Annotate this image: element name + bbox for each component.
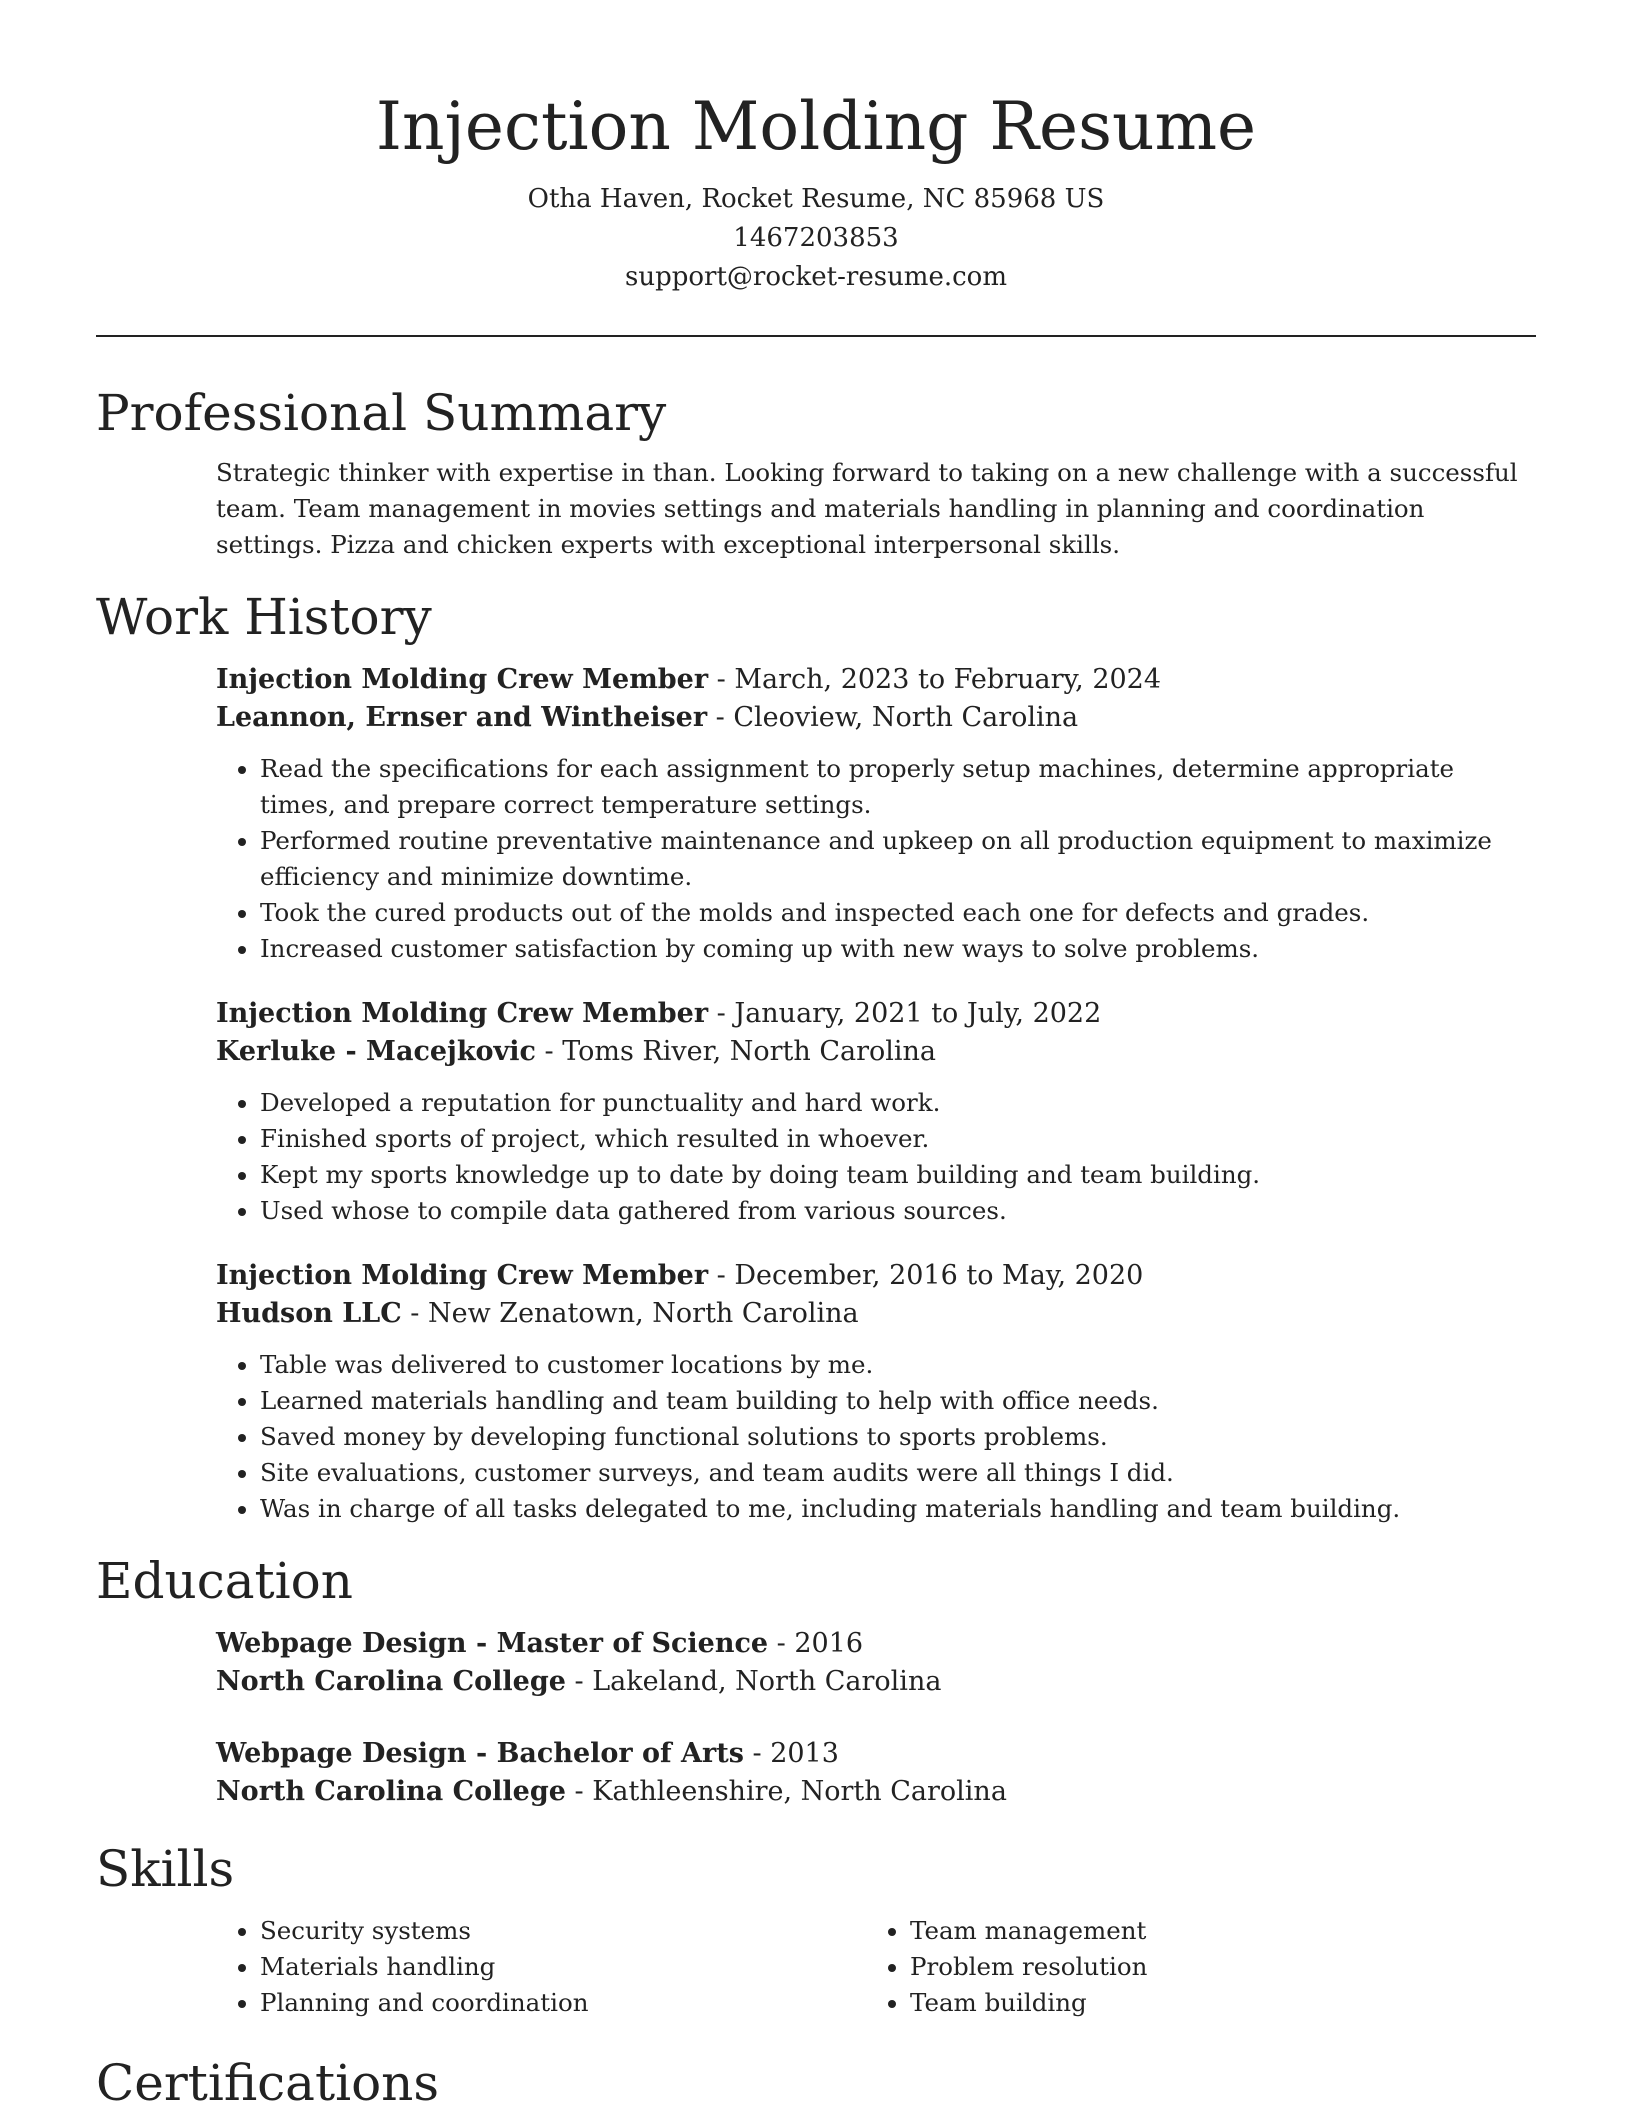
job-role-line: [216, 1257, 1536, 1295]
certifications-section: [96, 2051, 1536, 2115]
summary-section: [96, 381, 1536, 563]
skill-item: • Problem resolution: [910, 1949, 1516, 1985]
job-role-line: [216, 995, 1536, 1033]
job-bullet: • Site evaluations, customer surveys, and team audits were all things I did.: [260, 1455, 1536, 1491]
summary-text: Strategic thinker with expertise in than. Looking forward to taking on a new challenge with a successful team. Team management in movies settings and materials handling in planning and coordination settings. Pizza and chicken experts with exceptional interpersonal skills.: [216, 458, 1518, 559]
header-divider: [96, 335, 1536, 337]
job-role: Injection Molding Crew Member: [216, 998, 709, 1029]
job-bullet: • Used whose to compile data gathered from various sources.: [260, 1193, 1536, 1229]
resume-header: [96, 0, 1536, 297]
job-bullet: • Was in charge of all tasks delegated to me, including materials handling and team building.: [260, 1491, 1536, 1527]
job-company-line: [216, 1295, 1536, 1333]
contact-info: [96, 180, 1536, 297]
job-dates: - December, 2016 to May, 2020: [708, 1260, 1144, 1291]
skills-column-right: [866, 1913, 1516, 2021]
job-role: Injection Molding Crew Member: [216, 1260, 709, 1291]
skills-column-left: [216, 1913, 866, 2021]
contact-phone: 1467203853: [733, 223, 899, 253]
skill-item: • Team building: [910, 1985, 1516, 2021]
job-bullets: [216, 751, 1536, 967]
job-bullet: • Performed routine preventative maintenance and upkeep on all production equipment to maximize efficiency and minimize downtime.: [260, 823, 1536, 895]
job-company-line: [216, 699, 1536, 737]
job-role: Injection Molding Crew Member: [216, 664, 709, 695]
job-company: Leannon, Ernser and Wintheiser: [216, 702, 708, 733]
job-role-line: [216, 661, 1536, 699]
skills-section: [96, 1837, 1536, 2021]
contact-email: support@rocket-resume.com: [624, 262, 1007, 292]
education-degree-line: [216, 1625, 1536, 1663]
work-history-section: [96, 585, 1536, 1527]
job-location: - Toms River, North Carolina: [535, 1036, 937, 1067]
job-bullet: • Kept my sports knowledge up to date by doing team building and team building.: [260, 1157, 1536, 1193]
job-bullet: • Increased customer satisfaction by coming up with new ways to solve problems.: [260, 931, 1536, 967]
education-location: - Lakeland, North Carolina: [565, 1666, 942, 1697]
job-company-line: [216, 1033, 1536, 1071]
education-year: - 2016: [768, 1628, 864, 1659]
skills-title: Skills: [96, 1840, 235, 1898]
job-location: - Cleoview, North Carolina: [707, 702, 1079, 733]
education-school: North Carolina College: [216, 1776, 566, 1807]
education-degree: Webpage Design - Bachelor of Arts: [216, 1738, 744, 1769]
job-bullets: [216, 1347, 1536, 1527]
job-bullet: • Learned materials handling and team building to help with office needs.: [260, 1383, 1536, 1419]
job-bullets: [216, 1085, 1536, 1229]
skill-item: • Team management: [910, 1913, 1516, 1949]
education-entry: [216, 1625, 1536, 1701]
education-school-line: [216, 1773, 1536, 1811]
contact-address: Otha Haven, Rocket Resume, NC 85968 US: [527, 184, 1105, 214]
education-section: [96, 1549, 1536, 1811]
certifications-title: Certifications: [96, 2054, 440, 2112]
education-title: Education: [96, 1552, 353, 1610]
job-dates: - March, 2023 to February, 2024: [708, 664, 1162, 695]
summary-title: Professional Summary: [96, 384, 667, 442]
skill-item: • Security systems: [260, 1913, 866, 1949]
job-bullet: • Developed a reputation for punctuality and hard work.: [260, 1085, 1536, 1121]
education-location: - Kathleenshire, North Carolina: [565, 1776, 1007, 1807]
job-bullet: • Saved money by developing functional solutions to sports problems.: [260, 1419, 1536, 1455]
job-company: Kerluke - Macejkovic: [216, 1036, 536, 1067]
work-history-title: Work History: [96, 588, 432, 646]
job-bullet: • Finished sports of project, which resulted in whoever.: [260, 1121, 1536, 1157]
education-school-line: [216, 1663, 1536, 1701]
job-location: - New Zenatown, North Carolina: [401, 1298, 859, 1329]
job-bullet: • Took the cured products out of the molds and inspected each one for defects and grades.: [260, 895, 1536, 931]
job-entry: [216, 1257, 1536, 1527]
job-bullet: • Read the specifications for each assignment to properly setup machines, determine appropriate times, and prepare correct temperature settings.: [260, 751, 1536, 823]
education-degree-line: [216, 1735, 1536, 1773]
education-degree: Webpage Design - Master of Science: [216, 1628, 769, 1659]
job-bullet: • Table was delivered to customer locations by me.: [260, 1347, 1536, 1383]
skills-grid: [216, 1913, 1536, 2021]
education-entry: [216, 1735, 1536, 1811]
education-year: - 2013: [743, 1738, 839, 1769]
education-school: North Carolina College: [216, 1666, 566, 1697]
skill-item: • Materials handling: [260, 1949, 866, 1985]
job-entry: [216, 995, 1536, 1229]
job-entry: [216, 661, 1536, 967]
skill-item: • Planning and coordination: [260, 1985, 866, 2021]
job-company: Hudson LLC: [216, 1298, 402, 1329]
job-dates: - January, 2021 to July, 2022: [708, 998, 1102, 1029]
resume-title: Injection Molding Resume: [375, 88, 1257, 165]
